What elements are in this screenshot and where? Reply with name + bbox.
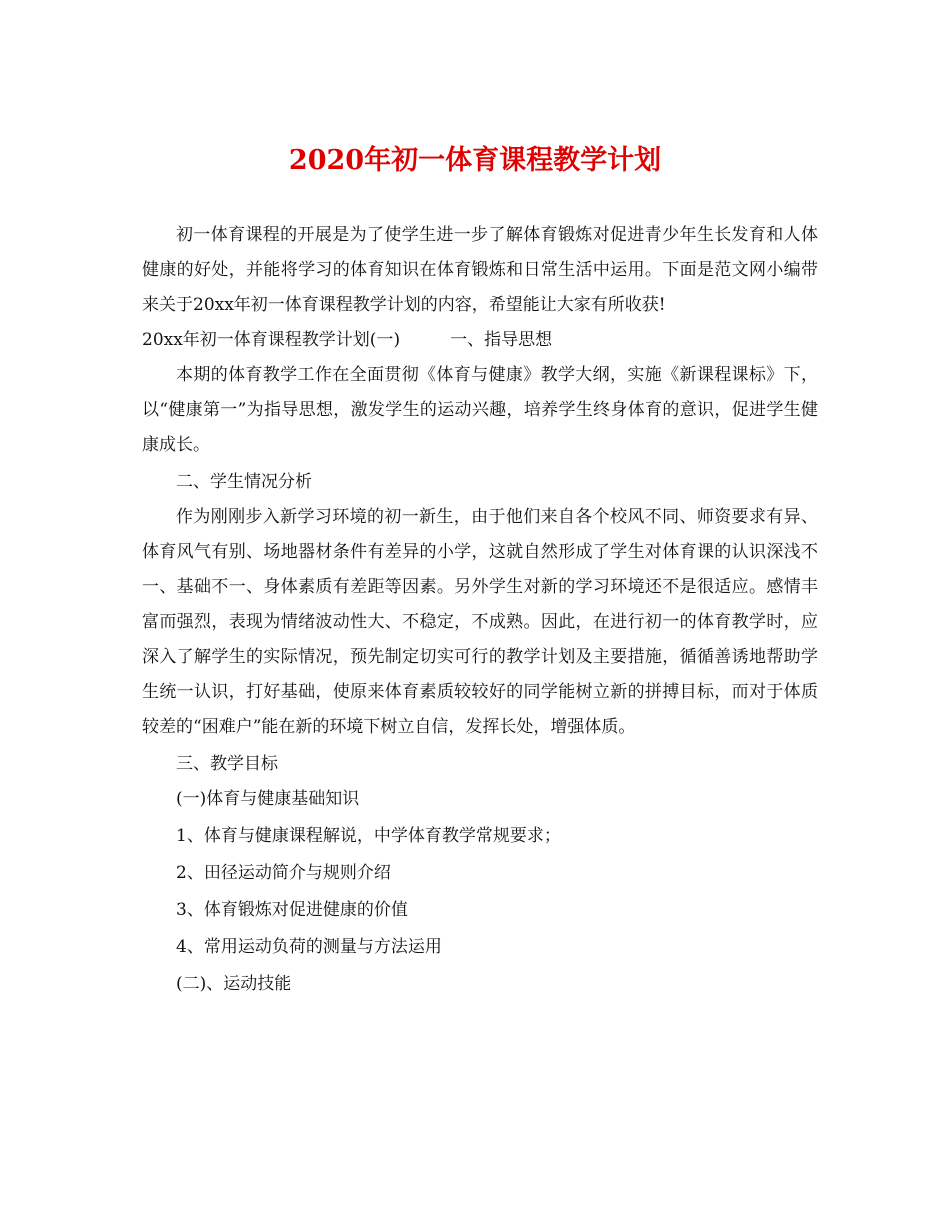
subsection1-heading: (一)体育与健康基础知识: [176, 789, 360, 809]
section1-heading: 一、指导思想: [450, 330, 553, 350]
list-item: 3、体育锻炼对促进健康的价值: [176, 900, 408, 920]
section1-body: 本期的体育教学工作在全面贯彻《体育与健康》教学大纲，实施《新课程课标》下，以“健康第一”为指导思想，激发学生的运动兴趣，培养学生终身体育的意识，促进学生健康成长。: [142, 365, 818, 455]
document-title: 2020年初一体育课程教学计划: [288, 145, 662, 176]
list-item: 4、常用运动负荷的测量与方法运用: [176, 937, 442, 957]
section3-heading: 三、教学目标: [176, 754, 278, 774]
section2-heading: 二、学生情况分析: [176, 472, 312, 492]
list-item: 1、体育与健康课程解说，中学体育教学常规要求；: [176, 826, 561, 846]
plan-heading: 20xx年初一体育课程教学计划(一): [142, 330, 401, 350]
list-item: 2、田径运动简介与规则介绍: [176, 863, 391, 883]
intro-paragraph: 初一体育课程的开展是为了使学生进一步了解体育锻炼对促进青少年生长发育和人体健康的好处，并能将学习的体育知识在体育锻炼和日常生活中运用。下面是范文网小编带来关于20xx年初一体育课程教学计划的内容，希望能让大家有所收获!: [142, 225, 818, 315]
plan-heading-line: [142, 323, 818, 358]
subsection2-heading: (二)、运动技能: [176, 974, 292, 994]
document-body: [142, 218, 818, 1004]
section2-body: 作为刚刚步入新学习环境的初一新生，由于他们来自各个校风不同、师资要求有异、体育风气有别、场地器材条件有差异的小学，这就自然形成了学生对体育课的认识深浅不一、基础不一、身体素质有差距等因素。另外学生对新的学习环境还不是很适应。感情丰富而强烈，表现为情绪波动性大、不稳定，不成熟。因此，在进行初一的体育教学时，应深入了解学生的实际情况，预先制定切实可行的教学计划及主要措施，循循善诱地帮助学生统一认识，打好基础，使原来体育素质较较好的同学能树立新的拼搏目标，而对于体质较差的“困难户”能在新的环境下树立自信，发挥长处，增强体质。: [142, 507, 818, 737]
